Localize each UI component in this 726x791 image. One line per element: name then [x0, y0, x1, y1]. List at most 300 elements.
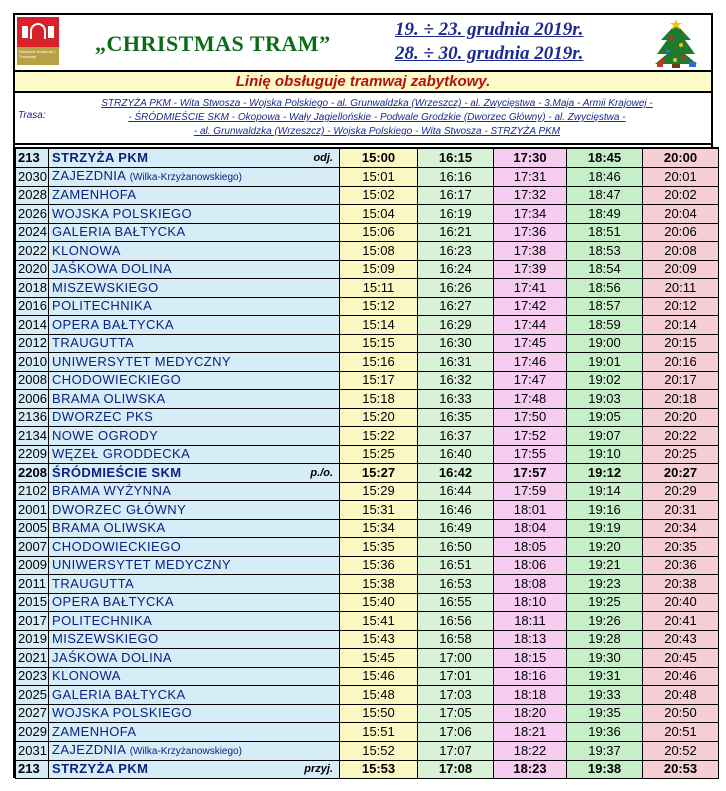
departure-time: 18:10 — [494, 593, 567, 612]
departure-time: 18:53 — [567, 242, 643, 261]
departure-time: 15:00 — [340, 148, 418, 167]
departure-time: 15:34 — [340, 519, 418, 538]
departure-time: 20:27 — [643, 464, 719, 483]
stop-mark: p./o. — [310, 466, 333, 479]
departure-time: 18:16 — [494, 667, 567, 686]
departure-time: 20:46 — [643, 667, 719, 686]
departure-time: 15:40 — [340, 593, 418, 612]
stop-code: 213 — [16, 760, 49, 779]
stop-cell — [49, 538, 340, 557]
departure-time: 15:52 — [340, 741, 418, 760]
stop-cell — [49, 223, 340, 242]
stop-code: 2009 — [16, 556, 49, 575]
page-title: „CHRISTMAS TRAM” — [95, 31, 331, 56]
stop-name: ZAJEZDNIA — [52, 167, 126, 183]
stop-code: 2209 — [16, 445, 49, 464]
departure-time: 15:43 — [340, 630, 418, 649]
departure-time: 20:11 — [643, 279, 719, 298]
stop-code: 2022 — [16, 242, 49, 261]
table-row — [16, 427, 719, 446]
departure-time: 16:27 — [418, 297, 494, 316]
departure-time: 20:35 — [643, 538, 719, 557]
departure-time: 18:57 — [567, 297, 643, 316]
stop-cell — [49, 371, 340, 390]
stop-cell — [49, 630, 340, 649]
departure-time: 20:34 — [643, 519, 719, 538]
departure-time: 16:58 — [418, 630, 494, 649]
departure-time: 17:08 — [418, 760, 494, 779]
departure-time: 18:04 — [494, 519, 567, 538]
stop-cell — [49, 686, 340, 705]
stop-name: ŚRÓDMIEŚCIE SKM — [52, 464, 182, 480]
stop-name: STRZYŻA PKM — [52, 149, 149, 165]
stop-subname: (Wilka-Krzyżanowskiego) — [129, 745, 242, 757]
table-row — [16, 186, 719, 205]
departure-time: 20:16 — [643, 353, 719, 372]
route-line: - ŚRÓDMIEŚCIE SKM - Okopowa - Wały Jagiellońskie - Podwale Grodzkie (Dworzec Główny) - al. Zwycięstwa - — [128, 112, 626, 123]
stop-name: CHODOWIECKIEGO — [52, 538, 182, 554]
departure-time: 15:27 — [340, 464, 418, 483]
departure-time: 18:49 — [567, 205, 643, 224]
departure-time: 18:05 — [494, 538, 567, 557]
departure-time: 17:05 — [418, 704, 494, 723]
departure-time: 16:31 — [418, 353, 494, 372]
stop-cell — [49, 723, 340, 742]
departure-time: 18:46 — [567, 167, 643, 186]
departure-time: 16:35 — [418, 408, 494, 427]
table-row — [16, 538, 719, 557]
stop-cell — [49, 464, 340, 483]
stop-code: 2208 — [16, 464, 49, 483]
departure-time: 20:41 — [643, 612, 719, 631]
departure-time: 19:33 — [567, 686, 643, 705]
departure-time: 17:45 — [494, 334, 567, 353]
departure-time: 20:25 — [643, 445, 719, 464]
stop-name: WOJSKA POLSKIEGO — [52, 705, 193, 721]
stop-code: 2008 — [16, 371, 49, 390]
departure-time: 19:01 — [567, 353, 643, 372]
departure-time: 18:45 — [567, 148, 643, 167]
lion-icon — [48, 26, 54, 38]
departure-time: 18:59 — [567, 316, 643, 335]
route-line: - al. Grunwaldzka (Wrzeszcz) - Wojska Polskiego - Wita Stwosza - STRZYŻA PKM — [193, 126, 561, 137]
departure-time: 17:06 — [418, 723, 494, 742]
departure-time: 20:12 — [643, 297, 719, 316]
stop-name: JAŚKOWA DOLINA — [52, 649, 172, 665]
departure-time: 19:20 — [567, 538, 643, 557]
stop-code: 213 — [16, 148, 49, 167]
table-row — [16, 445, 719, 464]
departure-time: 20:40 — [643, 593, 719, 612]
stop-name: UNIWERSYTET MEDYCZNY — [52, 353, 231, 369]
departure-time: 15:38 — [340, 575, 418, 594]
stop-code: 2017 — [16, 612, 49, 631]
table-row — [16, 371, 719, 390]
departure-time: 17:55 — [494, 445, 567, 464]
stop-code: 2010 — [16, 353, 49, 372]
departure-time: 17:57 — [494, 464, 567, 483]
stop-code: 2007 — [16, 538, 49, 557]
stop-cell — [49, 649, 340, 668]
stop-cell — [49, 704, 340, 723]
departure-time: 20:36 — [643, 556, 719, 575]
departure-time: 20:29 — [643, 482, 719, 501]
stop-name: BRAMA WYŻYNNA — [52, 483, 172, 499]
stop-name: MISZEWSKIEGO — [52, 279, 159, 295]
departure-time: 15:53 — [340, 760, 418, 779]
stop-code: 2006 — [16, 390, 49, 409]
departure-time: 20:02 — [643, 186, 719, 205]
stop-cell — [49, 760, 340, 779]
stop-name: WĘZEŁ GRODDECKA — [52, 446, 191, 462]
departure-time: 17:34 — [494, 205, 567, 224]
stop-code: 2011 — [16, 575, 49, 594]
stop-code: 2030 — [16, 167, 49, 186]
table-row — [16, 482, 719, 501]
header — [15, 15, 711, 71]
stop-name: OPERA BAŁTYCKA — [52, 594, 174, 610]
departure-time: 20:01 — [643, 167, 719, 186]
christmas-tree-icon — [651, 18, 701, 68]
departure-time: 20:43 — [643, 630, 719, 649]
departure-table — [15, 147, 719, 779]
departure-time: 15:15 — [340, 334, 418, 353]
departure-time: 16:21 — [418, 223, 494, 242]
departure-time: 15:12 — [340, 297, 418, 316]
stop-name: CHODOWIECKIEGO — [52, 372, 182, 388]
departure-time: 15:01 — [340, 167, 418, 186]
stop-code: 2021 — [16, 649, 49, 668]
stop-cell — [49, 741, 340, 760]
departure-time: 16:56 — [418, 612, 494, 631]
departure-time: 20:17 — [643, 371, 719, 390]
departure-time: 20:00 — [643, 148, 719, 167]
departure-time: 19:37 — [567, 741, 643, 760]
table-row — [16, 556, 719, 575]
departure-time: 16:32 — [418, 371, 494, 390]
stop-cell — [49, 242, 340, 261]
table-row — [16, 575, 719, 594]
departure-time: 19:30 — [567, 649, 643, 668]
stop-cell — [49, 316, 340, 335]
departure-time: 18:47 — [567, 186, 643, 205]
lion-icon — [22, 26, 28, 38]
stop-code: 2005 — [16, 519, 49, 538]
departure-time: 20:04 — [643, 205, 719, 224]
departure-time: 20:15 — [643, 334, 719, 353]
stop-name: GALERIA BAŁTYCKA — [52, 686, 186, 702]
stop-name: ZAJEZDNIA — [52, 741, 126, 757]
stop-name: WOJSKA POLSKIEGO — [52, 205, 193, 221]
departure-time: 19:12 — [567, 464, 643, 483]
departure-time: 20:53 — [643, 760, 719, 779]
stop-name: BRAMA OLIWSKA — [52, 520, 166, 536]
departure-time: 16:30 — [418, 334, 494, 353]
departure-time: 16:46 — [418, 501, 494, 520]
stop-name: MISZEWSKIEGO — [52, 631, 159, 647]
departure-time: 20:38 — [643, 575, 719, 594]
stop-code: 2028 — [16, 186, 49, 205]
departure-time: 17:41 — [494, 279, 567, 298]
departure-time: 19:23 — [567, 575, 643, 594]
departure-time: 17:52 — [494, 427, 567, 446]
departure-time: 19:26 — [567, 612, 643, 631]
table-row — [16, 649, 719, 668]
departure-time: 17:39 — [494, 260, 567, 279]
departure-time: 16:33 — [418, 390, 494, 409]
logo-text: Gdańskie Autobusy i Tramwaje — [19, 49, 56, 59]
table-row — [16, 593, 719, 612]
stop-name: GALERIA BAŁTYCKA — [52, 224, 186, 240]
table-row — [16, 760, 719, 779]
stop-name: TRAUGUTTA — [52, 335, 135, 351]
stop-mark: przyj. — [304, 763, 333, 776]
stop-cell — [49, 445, 340, 464]
departure-time: 18:20 — [494, 704, 567, 723]
departure-time: 15:31 — [340, 501, 418, 520]
stop-cell — [49, 334, 340, 353]
departure-time: 16:15 — [418, 148, 494, 167]
departure-time: 18:11 — [494, 612, 567, 631]
departure-time: 16:24 — [418, 260, 494, 279]
departure-time: 18:54 — [567, 260, 643, 279]
stop-code: 2001 — [16, 501, 49, 520]
departure-time: 20:45 — [643, 649, 719, 668]
departure-time: 20:08 — [643, 242, 719, 261]
table-row — [16, 334, 719, 353]
departure-time: 16:26 — [418, 279, 494, 298]
table-row — [16, 316, 719, 335]
stop-code: 2134 — [16, 427, 49, 446]
table-row — [16, 612, 719, 631]
departure-time: 19:21 — [567, 556, 643, 575]
departure-time: 16:49 — [418, 519, 494, 538]
departure-time: 15:08 — [340, 242, 418, 261]
departure-time: 16:19 — [418, 205, 494, 224]
table-row — [16, 464, 719, 483]
departure-time: 18:22 — [494, 741, 567, 760]
stop-cell — [49, 279, 340, 298]
stop-cell — [49, 519, 340, 538]
departure-time: 15:09 — [340, 260, 418, 279]
stop-cell — [49, 593, 340, 612]
stop-code: 2015 — [16, 593, 49, 612]
departure-time: 18:56 — [567, 279, 643, 298]
departure-time: 17:30 — [494, 148, 567, 167]
stop-cell — [49, 205, 340, 224]
departure-time: 20:48 — [643, 686, 719, 705]
table-row — [16, 279, 719, 298]
stop-name: KLONOWA — [52, 668, 121, 684]
stop-name: UNIWERSYTET MEDYCZNY — [52, 557, 231, 573]
departure-time: 17:47 — [494, 371, 567, 390]
departure-time: 15:14 — [340, 316, 418, 335]
departure-time: 20:06 — [643, 223, 719, 242]
departure-time: 15:51 — [340, 723, 418, 742]
stop-code: 2012 — [16, 334, 49, 353]
stop-code: 2136 — [16, 408, 49, 427]
stop-code: 2018 — [16, 279, 49, 298]
departure-time: 20:31 — [643, 501, 719, 520]
departure-time: 18:15 — [494, 649, 567, 668]
table-row — [16, 148, 719, 167]
table-row — [16, 408, 719, 427]
table-row — [16, 704, 719, 723]
departure-time: 15:41 — [340, 612, 418, 631]
date-range-1: 19. ÷ 23. grudnia 2019r. — [395, 19, 584, 40]
table-row — [16, 353, 719, 372]
departure-time: 15:11 — [340, 279, 418, 298]
departure-time: 17:36 — [494, 223, 567, 242]
departure-time: 15:50 — [340, 704, 418, 723]
departure-time: 19:16 — [567, 501, 643, 520]
table-row — [16, 205, 719, 224]
table-row — [16, 501, 719, 520]
departure-time: 18:01 — [494, 501, 567, 520]
stop-code: 2023 — [16, 667, 49, 686]
departure-time: 17:32 — [494, 186, 567, 205]
stop-cell — [49, 186, 340, 205]
departure-time: 17:07 — [418, 741, 494, 760]
stop-code: 2024 — [16, 223, 49, 242]
stop-cell — [49, 427, 340, 446]
departure-time: 18:18 — [494, 686, 567, 705]
stop-cell — [49, 556, 340, 575]
stop-code: 2026 — [16, 205, 49, 224]
gate-icon — [30, 23, 46, 39]
route-label: Trasa: — [18, 110, 46, 121]
departure-time: 15:29 — [340, 482, 418, 501]
table-row — [16, 297, 719, 316]
departure-time: 15:22 — [340, 427, 418, 446]
departure-time: 18:08 — [494, 575, 567, 594]
departure-time: 16:29 — [418, 316, 494, 335]
departure-time: 18:21 — [494, 723, 567, 742]
departure-time: 20:52 — [643, 741, 719, 760]
departure-time: 18:06 — [494, 556, 567, 575]
departure-time: 16:42 — [418, 464, 494, 483]
stop-name: ZAMENHOFA — [52, 723, 137, 739]
stop-cell — [49, 260, 340, 279]
route-line: STRZYŻA PKM - Wita Stwosza - Wojska Polskiego - al. Grunwaldzka (Wrzeszcz) - al. Zwycięstwa - 3.Maja - Armii Krajowej - — [101, 98, 653, 109]
departure-time: 20:51 — [643, 723, 719, 742]
stop-cell — [49, 148, 340, 167]
departure-time: 17:03 — [418, 686, 494, 705]
departure-time: 17:38 — [494, 242, 567, 261]
departure-time: 15:02 — [340, 186, 418, 205]
departure-time: 15:06 — [340, 223, 418, 242]
departure-time: 18:51 — [567, 223, 643, 242]
table-row — [16, 686, 719, 705]
stop-subname: (Wilka-Krzyżanowskiego) — [129, 171, 242, 183]
departure-time: 19:36 — [567, 723, 643, 742]
stop-cell — [49, 482, 340, 501]
table-row — [16, 667, 719, 686]
departure-time: 15:18 — [340, 390, 418, 409]
table-row — [16, 260, 719, 279]
departure-time: 15:45 — [340, 649, 418, 668]
stop-code: 2029 — [16, 723, 49, 742]
stop-name: TRAUGUTTA — [52, 575, 135, 591]
departure-time: 17:31 — [494, 167, 567, 186]
departure-time: 20:18 — [643, 390, 719, 409]
stop-mark: odj. — [313, 151, 333, 164]
stop-name: POLITECHNIKA — [52, 612, 153, 628]
departure-time: 15:16 — [340, 353, 418, 372]
departure-time: 17:00 — [418, 649, 494, 668]
stop-code: 2031 — [16, 741, 49, 760]
stop-name: ZAMENHOFA — [52, 187, 137, 203]
departure-time: 17:59 — [494, 482, 567, 501]
departure-time: 19:07 — [567, 427, 643, 446]
departure-time: 16:53 — [418, 575, 494, 594]
stop-name: DWORZEC PKS — [52, 409, 154, 425]
departure-time: 15:20 — [340, 408, 418, 427]
departure-time: 16:44 — [418, 482, 494, 501]
table-row — [16, 723, 719, 742]
departure-time: 20:20 — [643, 408, 719, 427]
stop-code: 2019 — [16, 630, 49, 649]
departure-time: 15:48 — [340, 686, 418, 705]
departure-time: 19:25 — [567, 593, 643, 612]
stop-cell — [49, 667, 340, 686]
gait-logo — [17, 17, 59, 65]
stop-code: 2014 — [16, 316, 49, 335]
stop-name: KLONOWA — [52, 242, 121, 258]
stop-code: 2020 — [16, 260, 49, 279]
departure-time: 19:14 — [567, 482, 643, 501]
stop-code: 2025 — [16, 686, 49, 705]
table-row — [16, 519, 719, 538]
departure-time: 16:51 — [418, 556, 494, 575]
stop-cell — [49, 612, 340, 631]
departure-time: 17:48 — [494, 390, 567, 409]
departure-time: 20:09 — [643, 260, 719, 279]
departure-time: 19:10 — [567, 445, 643, 464]
departure-time: 19:19 — [567, 519, 643, 538]
departure-time: 19:28 — [567, 630, 643, 649]
stop-cell — [49, 390, 340, 409]
table-row — [16, 242, 719, 261]
departure-time: 16:55 — [418, 593, 494, 612]
departure-time: 17:46 — [494, 353, 567, 372]
departure-time: 16:17 — [418, 186, 494, 205]
stop-cell — [49, 353, 340, 372]
departure-time: 17:42 — [494, 297, 567, 316]
table-row — [16, 223, 719, 242]
departure-time: 15:35 — [340, 538, 418, 557]
route-description — [15, 93, 711, 145]
departure-time: 19:03 — [567, 390, 643, 409]
stop-cell — [49, 167, 340, 186]
departure-time: 19:31 — [567, 667, 643, 686]
departure-time: 15:46 — [340, 667, 418, 686]
departure-time: 18:13 — [494, 630, 567, 649]
departure-time: 15:04 — [340, 205, 418, 224]
departure-time: 19:05 — [567, 408, 643, 427]
stop-cell — [49, 575, 340, 594]
table-row — [16, 630, 719, 649]
table-row — [16, 390, 719, 409]
departure-time: 15:17 — [340, 371, 418, 390]
departure-time: 17:01 — [418, 667, 494, 686]
vintage-tram-note: Linię obsługuje tramwaj zabytkowy. — [15, 72, 711, 93]
stop-cell — [49, 501, 340, 520]
stop-name: STRZYŻA PKM — [52, 761, 149, 777]
departure-time: 19:00 — [567, 334, 643, 353]
stop-name: DWORZEC GŁÓWNY — [52, 501, 187, 517]
stop-name: OPERA BAŁTYCKA — [52, 316, 174, 332]
